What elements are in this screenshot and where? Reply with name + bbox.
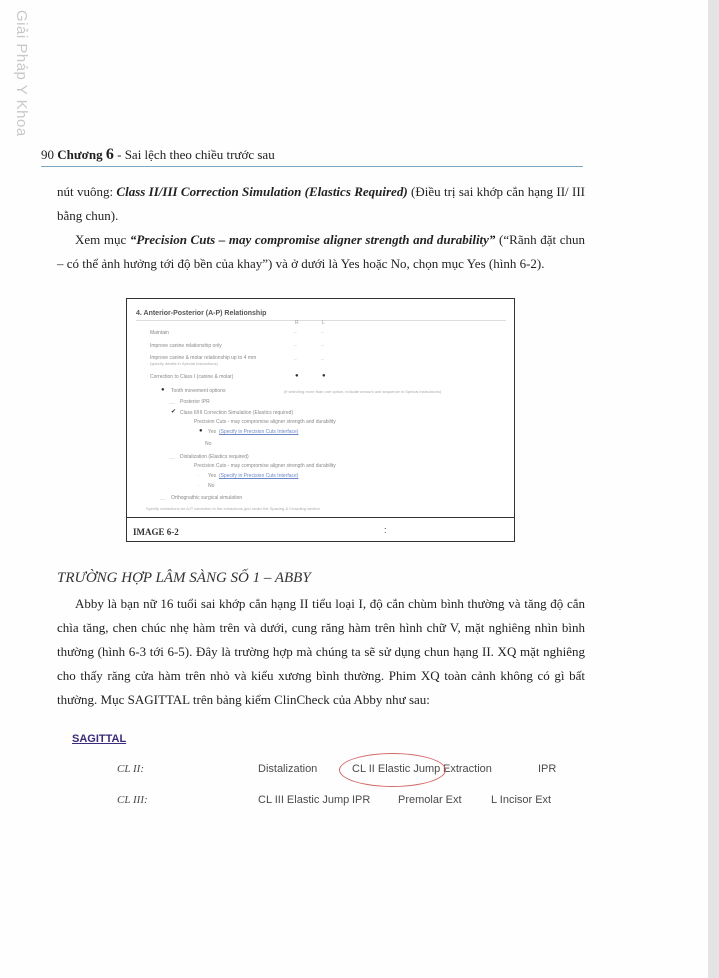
- radio-selected-l: ●: [322, 373, 326, 379]
- option-yes-2: [208, 473, 298, 479]
- option-class-sim: Class II/III Correction Simulation (Elastics required): [180, 410, 294, 416]
- column-l-header: L: [322, 320, 325, 326]
- cl3-option-incisor-ext: L Incisor Ext: [491, 794, 552, 806]
- specify-link-1: (Specify in Precision Cuts Interface): [218, 429, 299, 435]
- radio-empty: –: [321, 357, 324, 363]
- option-specify-extractions: Specify extractions for A-P correction in the extractions grid under the Spacing & Crowding section: [146, 506, 320, 511]
- checkbox-empty: __: [169, 399, 175, 405]
- figure-image-6-2: [126, 298, 515, 542]
- radio-empty: –: [321, 330, 324, 336]
- specify-link-2: (Specify in Precision Cuts Interface): [218, 473, 299, 479]
- paragraph-1-text: nút vuông:: [57, 184, 117, 199]
- radio-empty: ◦: [197, 473, 199, 479]
- cl2-label: CL II:: [117, 763, 144, 775]
- option-orthognathic: Orthognathic surgical simulation: [171, 495, 243, 501]
- option-distalization: Distalization (Elastics required): [180, 454, 249, 460]
- option-yes-2-label: Yes: [208, 473, 217, 479]
- check-icon: ✔: [171, 409, 177, 415]
- cl2-option-elastic-jump: CL II Elastic Jump: [352, 763, 441, 775]
- option-precision-cuts-1: Precision Cuts - may compromise aligner strength and durability: [194, 419, 336, 425]
- option-selecting-more-note: (if selecting more than one option, indicate amount and sequence in Special Instructions): [284, 389, 442, 394]
- radio-selected-yes: ●: [199, 428, 203, 434]
- figure-title-rule: [136, 320, 506, 321]
- option-maintain: Maintain: [150, 330, 169, 336]
- cl2-option-extraction: Extraction: [443, 763, 492, 775]
- chapter-title: - Sai lệch theo chiều trước sau: [117, 147, 275, 162]
- checkbox-empty: __: [160, 495, 166, 501]
- option-specify-details: (specify details in Special Instructions): [150, 361, 218, 366]
- watermark-text: Giải Pháp Y Khoa: [13, 10, 30, 137]
- radio-empty: –: [294, 357, 297, 363]
- chapter-number: 6: [105, 146, 114, 163]
- option-yes-1: [208, 429, 298, 435]
- option-posterior-ipr: Posterior IPR: [180, 399, 210, 405]
- cl3-option-ipr: IPR: [352, 794, 371, 806]
- cl3-option-premolar-ext: Premolar Ext: [398, 794, 462, 806]
- chapter-word: Chương: [57, 147, 103, 162]
- radio-empty: ◦: [197, 483, 199, 489]
- option-canine-only: Improve canine relationship only: [150, 343, 222, 349]
- paragraph-2-emphasis: “Precision Cuts – may compromise aligner strength and durability”: [129, 232, 496, 247]
- cl2-option-distalization: Distalization: [258, 763, 318, 775]
- cl3-option-elastic-jump: CL III Elastic Jump: [258, 794, 350, 806]
- radio-empty: –: [294, 343, 297, 349]
- paragraph-3: Abby là bạn nữ 16 tuổi sai khớp cắn hạng II tiểu loại I, độ cắn chùm bình thường và tăng độ cắn chìa tăng, chen chúc nhẹ hàm trên và dưới, cung răng hàm trên hình chữ V, mặt nghiêng nhìn bình thường (hình 6-3 tới 6-5). Đây là trường hợp mà chúng ta sẽ sử dụng chun hạng II. XQ mặt nghiêng cho thấy răng cửa hàm trên nhỏ và kiểu xương bình thường. Phim XQ toàn cảnh không có gì bất thường. Mục SAGITTAL trên bảng kiểm ClinCheck của Abby như sau:: [57, 596, 585, 707]
- cl3-label: CL III:: [117, 794, 148, 806]
- sagittal-title: SAGITTAL: [72, 733, 127, 745]
- paragraph-1: [57, 180, 585, 228]
- checkbox-empty: __: [169, 454, 175, 460]
- caption-rule: [127, 517, 514, 518]
- option-correction-class-1: Correction to Class I (canine & molar): [150, 374, 234, 380]
- radio-empty: –: [321, 343, 324, 349]
- figure-title: 4. Anterior-Posterior (A-P) Relationship: [136, 310, 267, 317]
- page-number: 90: [41, 147, 54, 162]
- figure-caption-colon: :: [384, 525, 387, 535]
- highlight-ellipse: [339, 753, 446, 787]
- page-header: [41, 146, 583, 164]
- radio-selected-r: ●: [295, 373, 299, 379]
- radio-empty: –: [294, 330, 297, 336]
- paragraph-2: [57, 228, 585, 276]
- header-rule: [41, 166, 583, 167]
- cl2-option-ipr: IPR: [538, 763, 557, 775]
- radio-selected-tooth-movement: ●: [161, 387, 165, 393]
- paragraph-1-text-end: (Điều trị sai khớp cắn hạng II/ III bằng chun).: [57, 184, 585, 223]
- paragraph-1-emphasis: Class II/III Correction Simulation (Elastics Required): [116, 184, 408, 199]
- option-no-2: No: [208, 483, 215, 489]
- option-canine-molar: Improve canine & molar relationship up to 4 mm: [150, 355, 257, 361]
- column-r-header: R: [295, 320, 299, 326]
- section-title: TRƯỜNG HỢP LÂM SÀNG SỐ 1 – ABBY: [57, 570, 311, 586]
- option-yes-1-label: Yes: [208, 429, 217, 435]
- paragraph-2-text: Xem mục: [75, 232, 130, 247]
- option-no-1: No: [205, 441, 212, 447]
- paragraph-2-text-end: (“Rãnh đặt chun – có thể ảnh hưởng tới độ bền của khay”) và ở dưới là Yes hoặc No, chọn mục Yes (hình 6-2).: [57, 232, 585, 271]
- option-precision-cuts-2: Precision Cuts - may compromise aligner strength and durability: [194, 463, 336, 469]
- figure-caption: IMAGE 6-2: [133, 527, 179, 537]
- option-tooth-movement: Tooth movement options: [171, 388, 226, 394]
- watermark: [8, 10, 30, 137]
